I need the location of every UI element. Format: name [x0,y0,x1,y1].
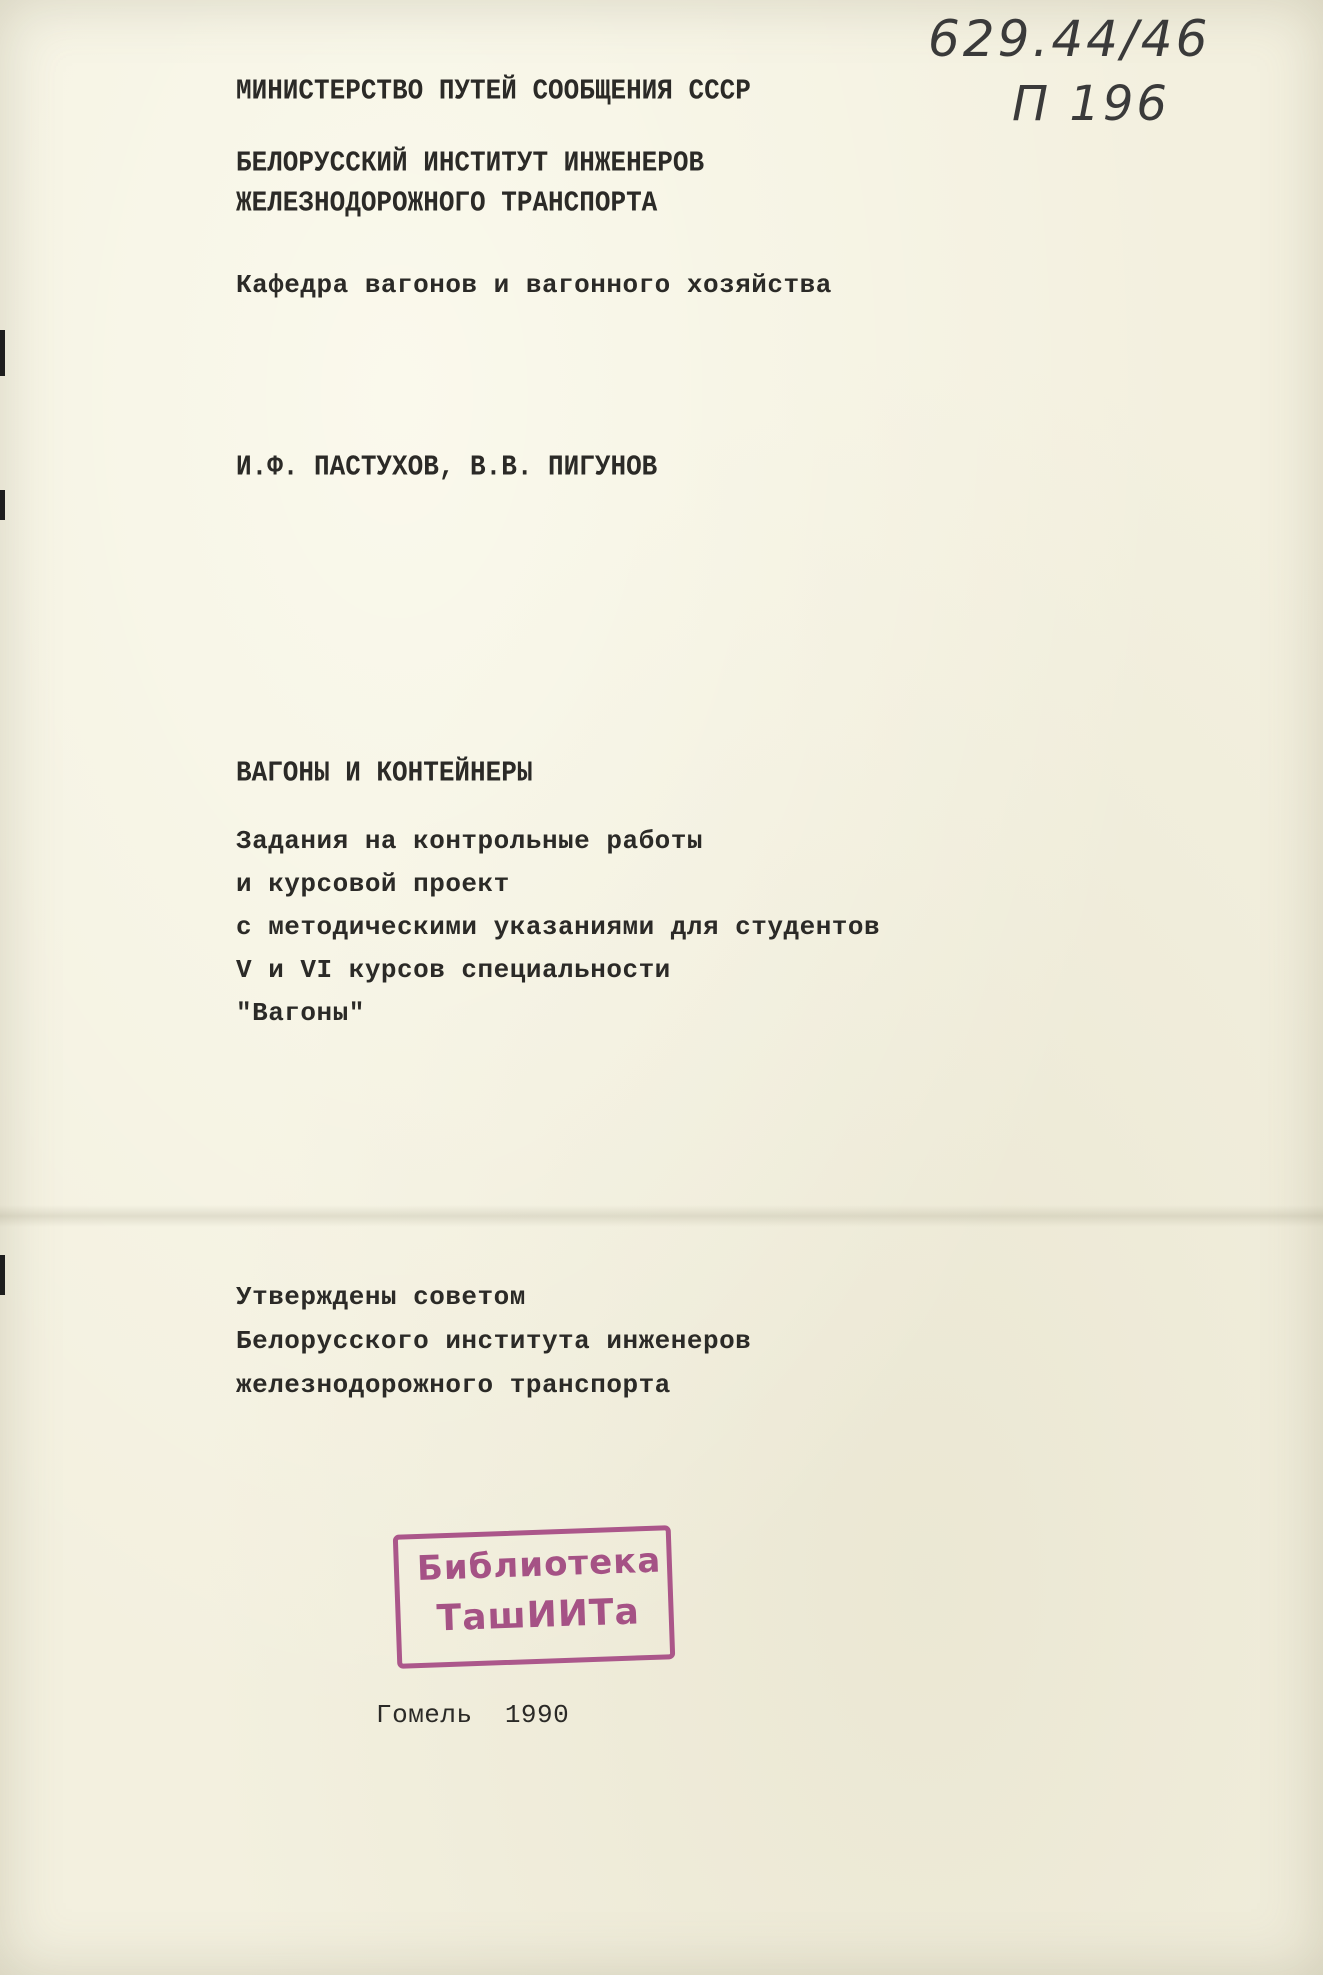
institute-name-line2: ЖЕЛЕЗНОДОРОЖНОГО ТРАНСПОРТА [236,186,658,220]
ministry-name: МИНИСТЕРСТВО ПУТЕЙ СООБЩЕНИЯ СССР [236,74,751,108]
paper-fold-crease [0,1205,1323,1227]
subtitle-line: с методическими указаниями для студентов [236,912,881,942]
left-edge-mark [0,330,5,376]
authors: И.Ф. ПАСТУХОВ, В.В. ПИГУНОВ [236,450,658,484]
subtitle-line: и курсовой проект [236,869,510,899]
document-title: ВАГОНЫ И КОНТЕЙНЕРЫ [236,756,533,790]
approval-line: Утверждены советом [236,1282,526,1312]
imprint-place-year: Гомель 1990 [376,1700,570,1730]
library-stamp [393,1525,676,1669]
subtitle-line: "Вагоны" [236,998,365,1028]
stamp-line2: ТашИИТа [435,1591,641,1640]
approval-line: железнодорожного транспорта [236,1370,671,1400]
stamp-line1: Библиотека [416,1540,662,1590]
department-name: Кафедра вагонов и вагонного хозяйства [236,270,832,300]
approval-line: Белорусского института инженеров [236,1326,752,1356]
left-edge-mark [0,1255,5,1295]
institute-name-line1: БЕЛОРУССКИЙ ИНСТИТУТ ИНЖЕНЕРОВ [236,146,705,180]
call-number-line2: П 196 [1012,76,1170,132]
subtitle-line: V и VI курсов специальности [236,955,671,985]
left-edge-mark [0,490,5,520]
subtitle-line: Задания на контрольные работы [236,826,703,856]
call-number-line1: 629.44/46 [928,10,1211,68]
